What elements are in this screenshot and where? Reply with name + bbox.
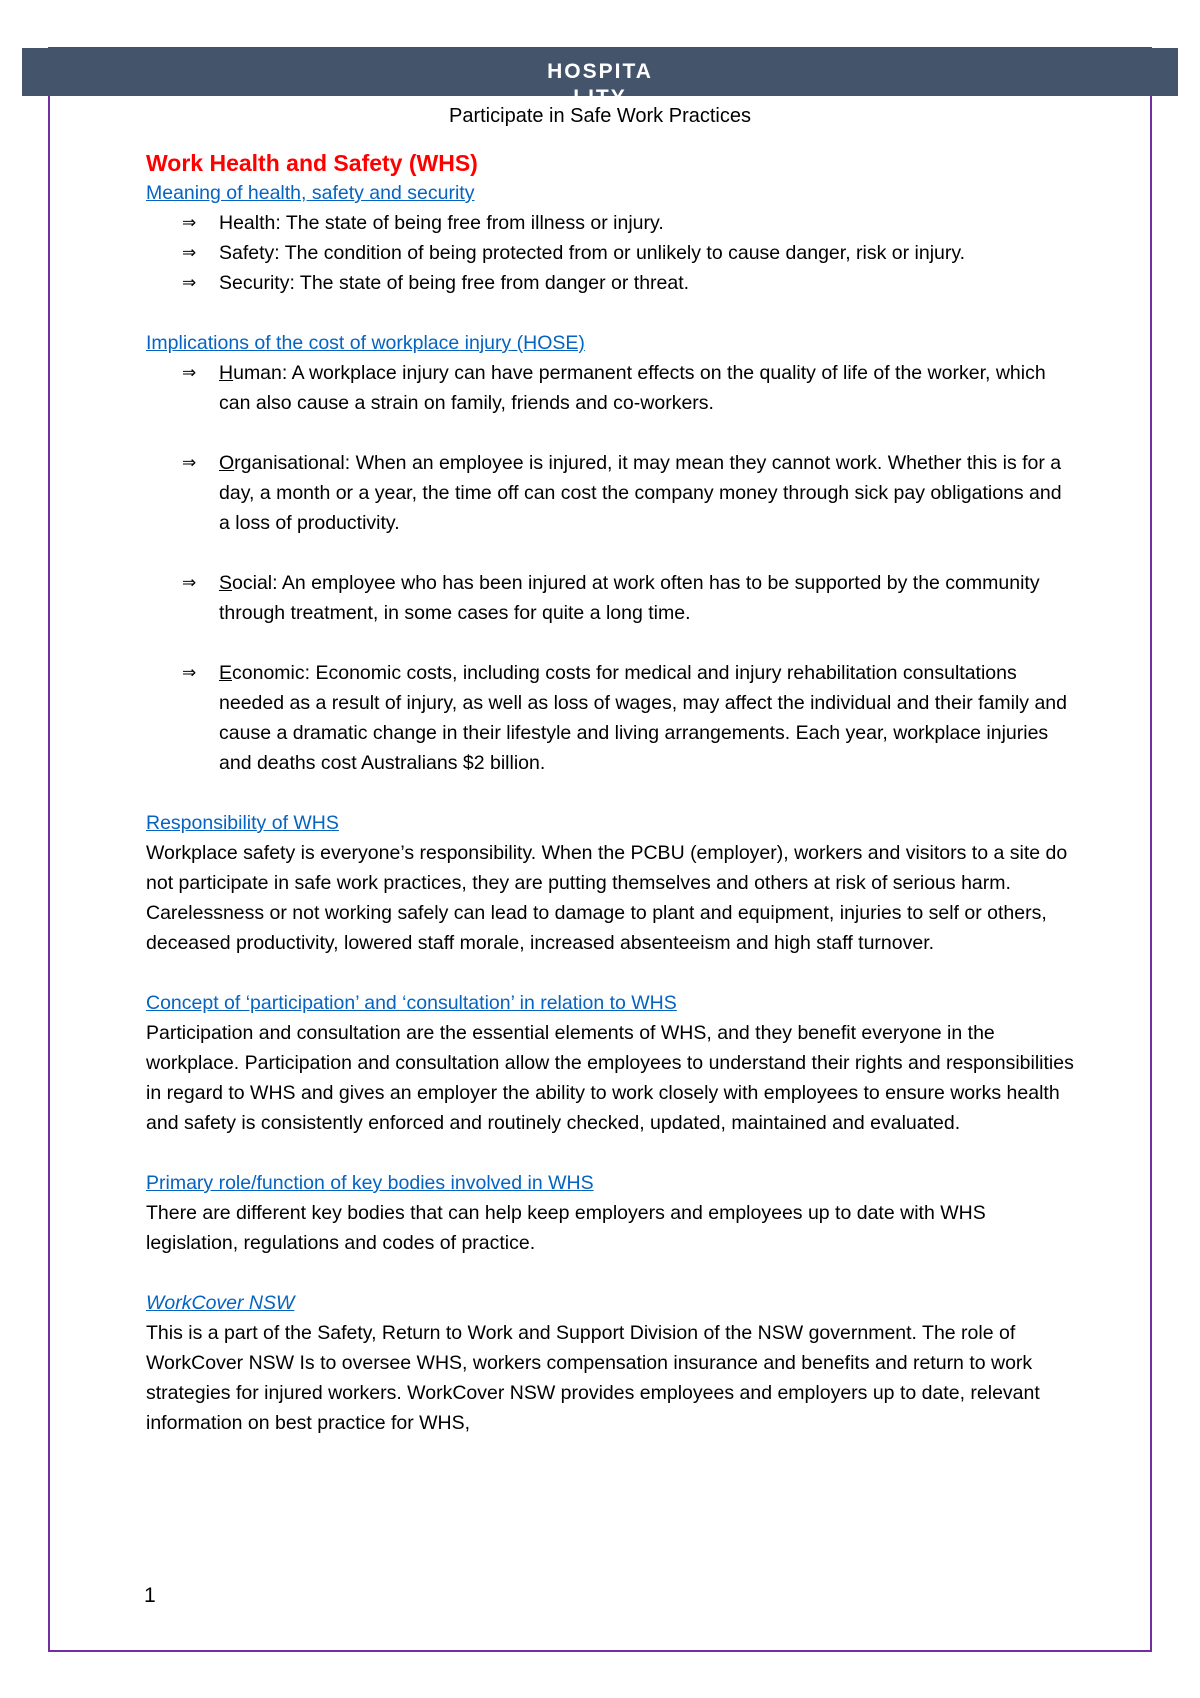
- hose-initial: E: [219, 662, 233, 684]
- list-item-text: uman: A workplace injury can have permanent effects on the quality of life of the worker, which can also cause a strain on family, friends and co-workers.: [219, 362, 1046, 414]
- list-item-text: Security: The state of being free from danger or threat.: [219, 272, 690, 294]
- arrow-bullet-icon: ⇒: [182, 663, 197, 683]
- list-item: [146, 658, 1076, 778]
- header-title: HOSPITA: [547, 60, 653, 83]
- header-bar: [22, 48, 1178, 109]
- implications-list: [146, 358, 1076, 778]
- arrow-bullet-icon: ⇒: [182, 273, 197, 293]
- arrow-bullet-icon: ⇒: [182, 243, 197, 263]
- section-heading-participation[interactable]: Concept of ‘participation’ and ‘consultation’ in relation to WHS: [146, 992, 677, 1014]
- list-item: [146, 358, 1076, 418]
- arrow-bullet-icon: ⇒: [182, 363, 197, 383]
- meaning-list: [146, 208, 1076, 298]
- list-item-text: conomic: Economic costs, including costs for medical and injury rehabilitation consultations needed as a result of injury, as well as loss of wages, may affect the individual and their family and cause a dramatic change in their lifestyle and living arrangements. Each year, workplace injuries and deaths cost Australians $2 billion.: [219, 662, 1067, 774]
- hose-initial: S: [219, 572, 233, 594]
- document-subtitle: Participate in Safe Work Practices: [449, 105, 751, 127]
- hose-initial: O: [219, 452, 235, 474]
- key-bodies-paragraph: There are different key bodies that can help keep employers and employees up to date with WHS legislation, regulations and codes of practice.: [146, 1202, 986, 1254]
- list-item: [146, 208, 1076, 238]
- list-item: [146, 448, 1076, 538]
- arrow-bullet-icon: ⇒: [182, 453, 197, 473]
- list-item: [146, 568, 1076, 628]
- section-heading-workcover[interactable]: WorkCover NSW: [146, 1292, 295, 1314]
- list-item-text: rganisational: When an employee is injured, it may mean they cannot work. Whether this is for a day, a month or a year, the time off can cost the company money through sick pay obligations and a loss of productivity.: [219, 452, 1062, 534]
- document-body: [146, 148, 1076, 1438]
- list-item-text: Safety: The condition of being protected from or unlikely to cause danger, risk or injury.: [219, 242, 966, 264]
- main-heading: Work Health and Safety (WHS): [146, 150, 478, 176]
- hose-initial: H: [219, 362, 234, 384]
- list-item-text: ocial: An employee who has been injured at work often has to be supported by the community through treatment, in some cases for quite a long time.: [219, 572, 1040, 624]
- header-title-overflow: LITY: [573, 86, 627, 109]
- responsibility-paragraph: Workplace safety is everyone’s responsibility. When the PCBU (employer), workers and visitors to a site do not participate in safe work practices, they are putting themselves and others at risk of serious harm. Carelessness or not working safely can lead to damage to plant and equipment, injuries to self or others, deceased productivity, lowered staff morale, increased absenteeism and high staff turnover.: [146, 842, 1068, 954]
- arrow-bullet-icon: ⇒: [182, 213, 197, 233]
- participation-paragraph: Participation and consultation are the essential elements of WHS, and they benefit everyone in the workplace. Participation and consultation allow the employees to understand their rights and responsibilities in regard to WHS and gives an employer the ability to work closely with employees to ensure works health and safety is consistently enforced and routinely checked, updated, maintained and evaluated.: [146, 1022, 1074, 1134]
- section-heading-implications[interactable]: Implications of the cost of workplace injury (HOSE): [146, 332, 585, 354]
- section-heading-key-bodies[interactable]: Primary role/function of key bodies involved in WHS: [146, 1172, 594, 1194]
- list-item-text: Health: The state of being free from illness or injury.: [219, 212, 664, 234]
- arrow-bullet-icon: ⇒: [182, 573, 197, 593]
- list-item: [146, 268, 1076, 298]
- section-heading-meaning[interactable]: Meaning of health, safety and security: [146, 182, 475, 204]
- section-heading-responsibility[interactable]: Responsibility of WHS: [146, 812, 339, 834]
- page-number: 1: [144, 1584, 156, 1607]
- list-item: [146, 238, 1076, 268]
- workcover-paragraph: This is a part of the Safety, Return to Work and Support Division of the NSW government. The role of WorkCover NSW Is to oversee WHS, workers compensation insurance and benefits and return to work strategies for injured workers. WorkCover NSW provides employees and employers up to date, relevant information on best practice for WHS,: [146, 1322, 1040, 1434]
